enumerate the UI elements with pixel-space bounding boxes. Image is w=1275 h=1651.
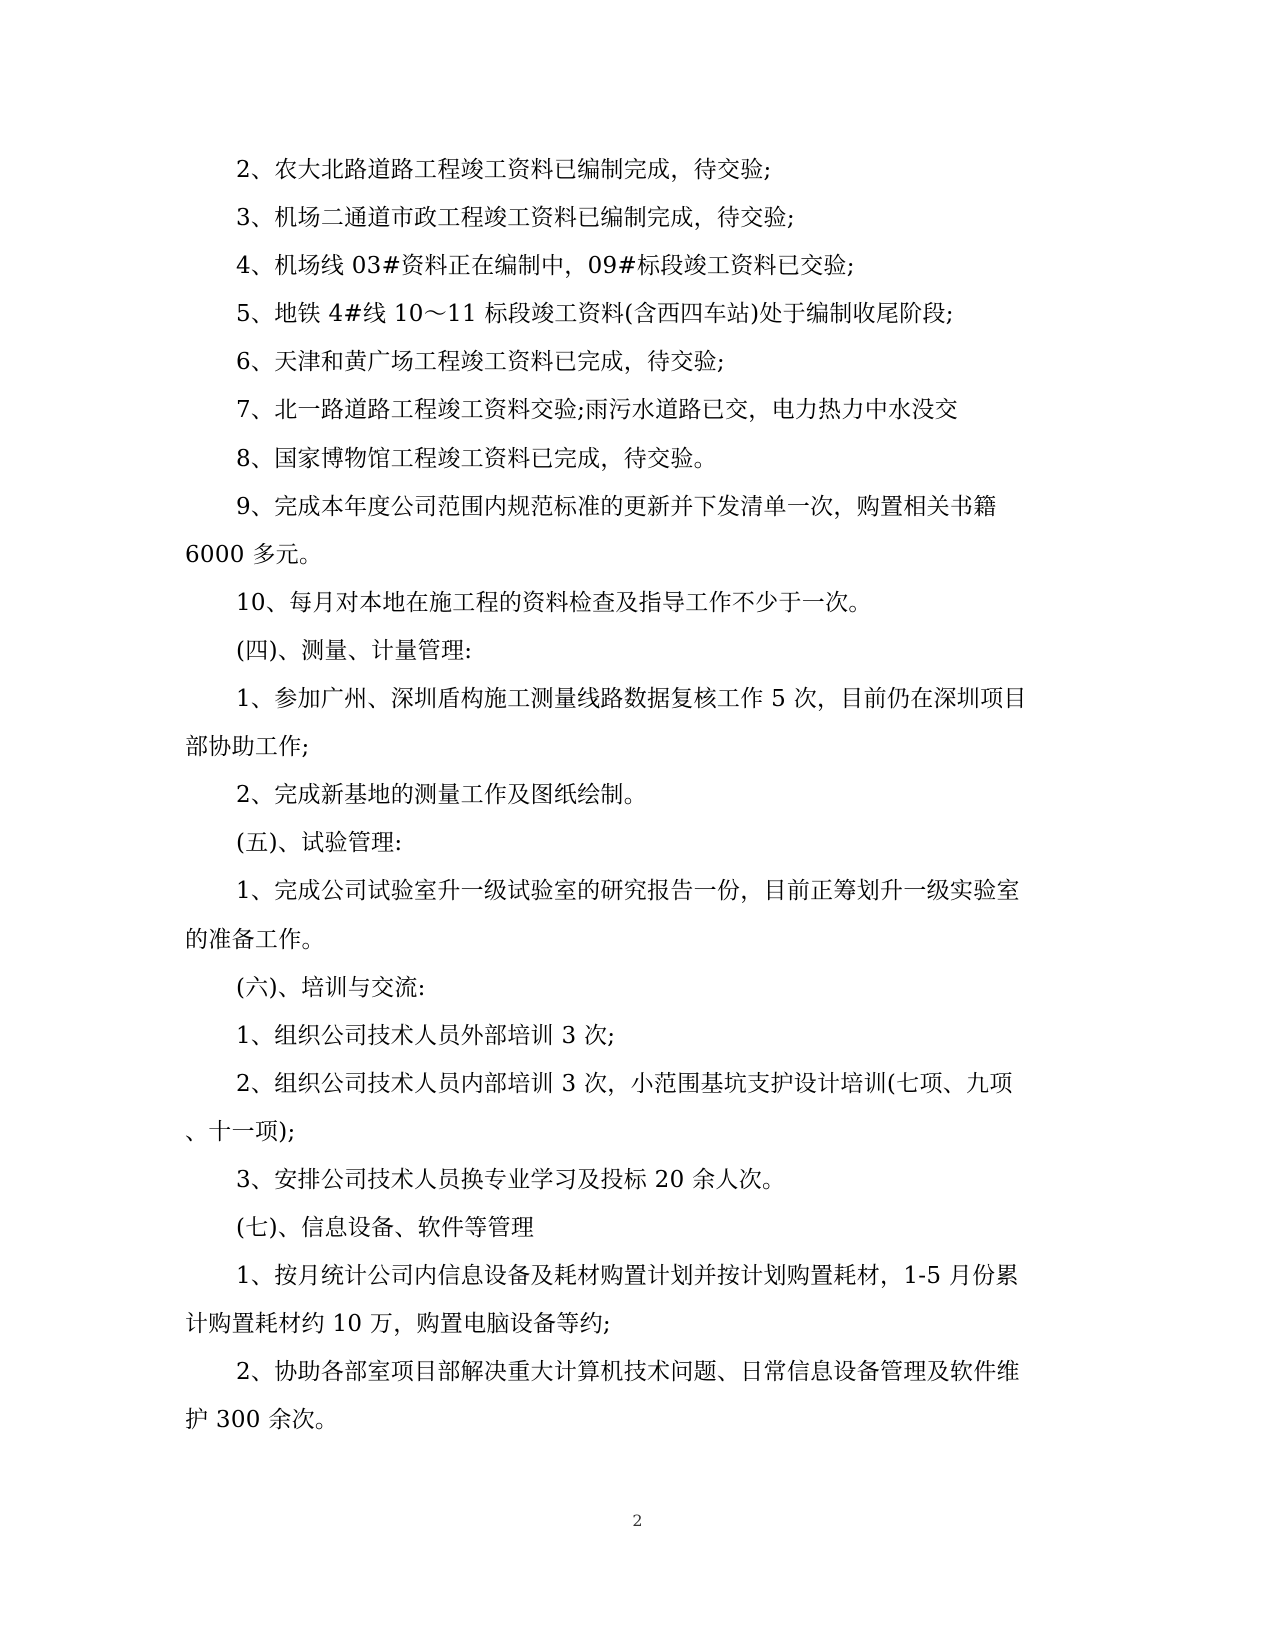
page-number: 2: [632, 1511, 643, 1530]
text-line: 9、完成本年度公司范围内规范标准的更新并下发清单一次，购置相关书籍: [236, 493, 997, 520]
text-line: 1、完成公司试验室升一级试验室的研究报告一份，目前正筹划升一级实验室: [236, 878, 1020, 905]
text-line: 3、安排公司技术人员换专业学习及投标 20 余人次。: [236, 1166, 786, 1193]
text-line: 部协助工作;: [185, 734, 310, 761]
text-line: 3、机场二通道市政工程竣工资料已编制完成，待交验;: [236, 205, 795, 232]
text-line: (七)、信息设备、软件等管理: [236, 1215, 535, 1242]
text-line: 1、按月统计公司内信息设备及耗材购置计划并按计划购置耗材，1-5 月份累: [236, 1263, 1019, 1290]
text-line: 1、组织公司技术人员外部培训 3 次;: [236, 1022, 616, 1049]
text-line: 的准备工作。: [185, 926, 325, 953]
text-line: 10、每月对本地在施工程的资料检查及指导工作不少于一次。: [236, 589, 872, 616]
text-line: 护 300 余次。: [185, 1407, 339, 1434]
text-line: 计购置耗材约 10 万，购置电脑设备等约;: [185, 1311, 611, 1338]
text-line: 、十一项);: [185, 1118, 296, 1145]
text-line: 1、参加广州、深圳盾构施工测量线路数据复核工作 5 次，目前仍在深圳项目: [236, 686, 1027, 713]
text-line: (四)、测量、计量管理:: [236, 637, 473, 664]
text-line: 4、机场线 03#资料正在编制中，09#标段竣工资料已交验;: [236, 253, 855, 280]
text-line: 2、完成新基地的测量工作及图纸绘制。: [236, 782, 648, 809]
text-line: (六)、培训与交流:: [236, 974, 426, 1001]
text-line: 6000 多元。: [185, 541, 323, 568]
text-line: 2、农大北路道路工程竣工资料已编制完成，待交验;: [236, 157, 772, 183]
text-line: 2、协助各部室项目部解决重大计算机技术问题、日常信息设备管理及软件维: [236, 1359, 1020, 1386]
text-line: 2、组织公司技术人员内部培训 3 次，小范围基坑支护设计培训(七项、九项: [236, 1070, 1013, 1097]
text-line: (五)、试验管理:: [236, 830, 403, 857]
text-line: 5、地铁 4#线 10～11 标段竣工资料(含西四车站)处于编制收尾阶段;: [236, 301, 954, 328]
text-line: 7、北一路道路工程竣工资料交验;雨污水道路已交，电力热力中水没交: [236, 397, 958, 424]
text-line: 8、国家博物馆工程竣工资料已完成，待交验。: [236, 445, 717, 472]
document-body: [185, 146, 1070, 1445]
text-line: 6、天津和黄广场工程竣工资料已完成，待交验;: [236, 349, 725, 376]
